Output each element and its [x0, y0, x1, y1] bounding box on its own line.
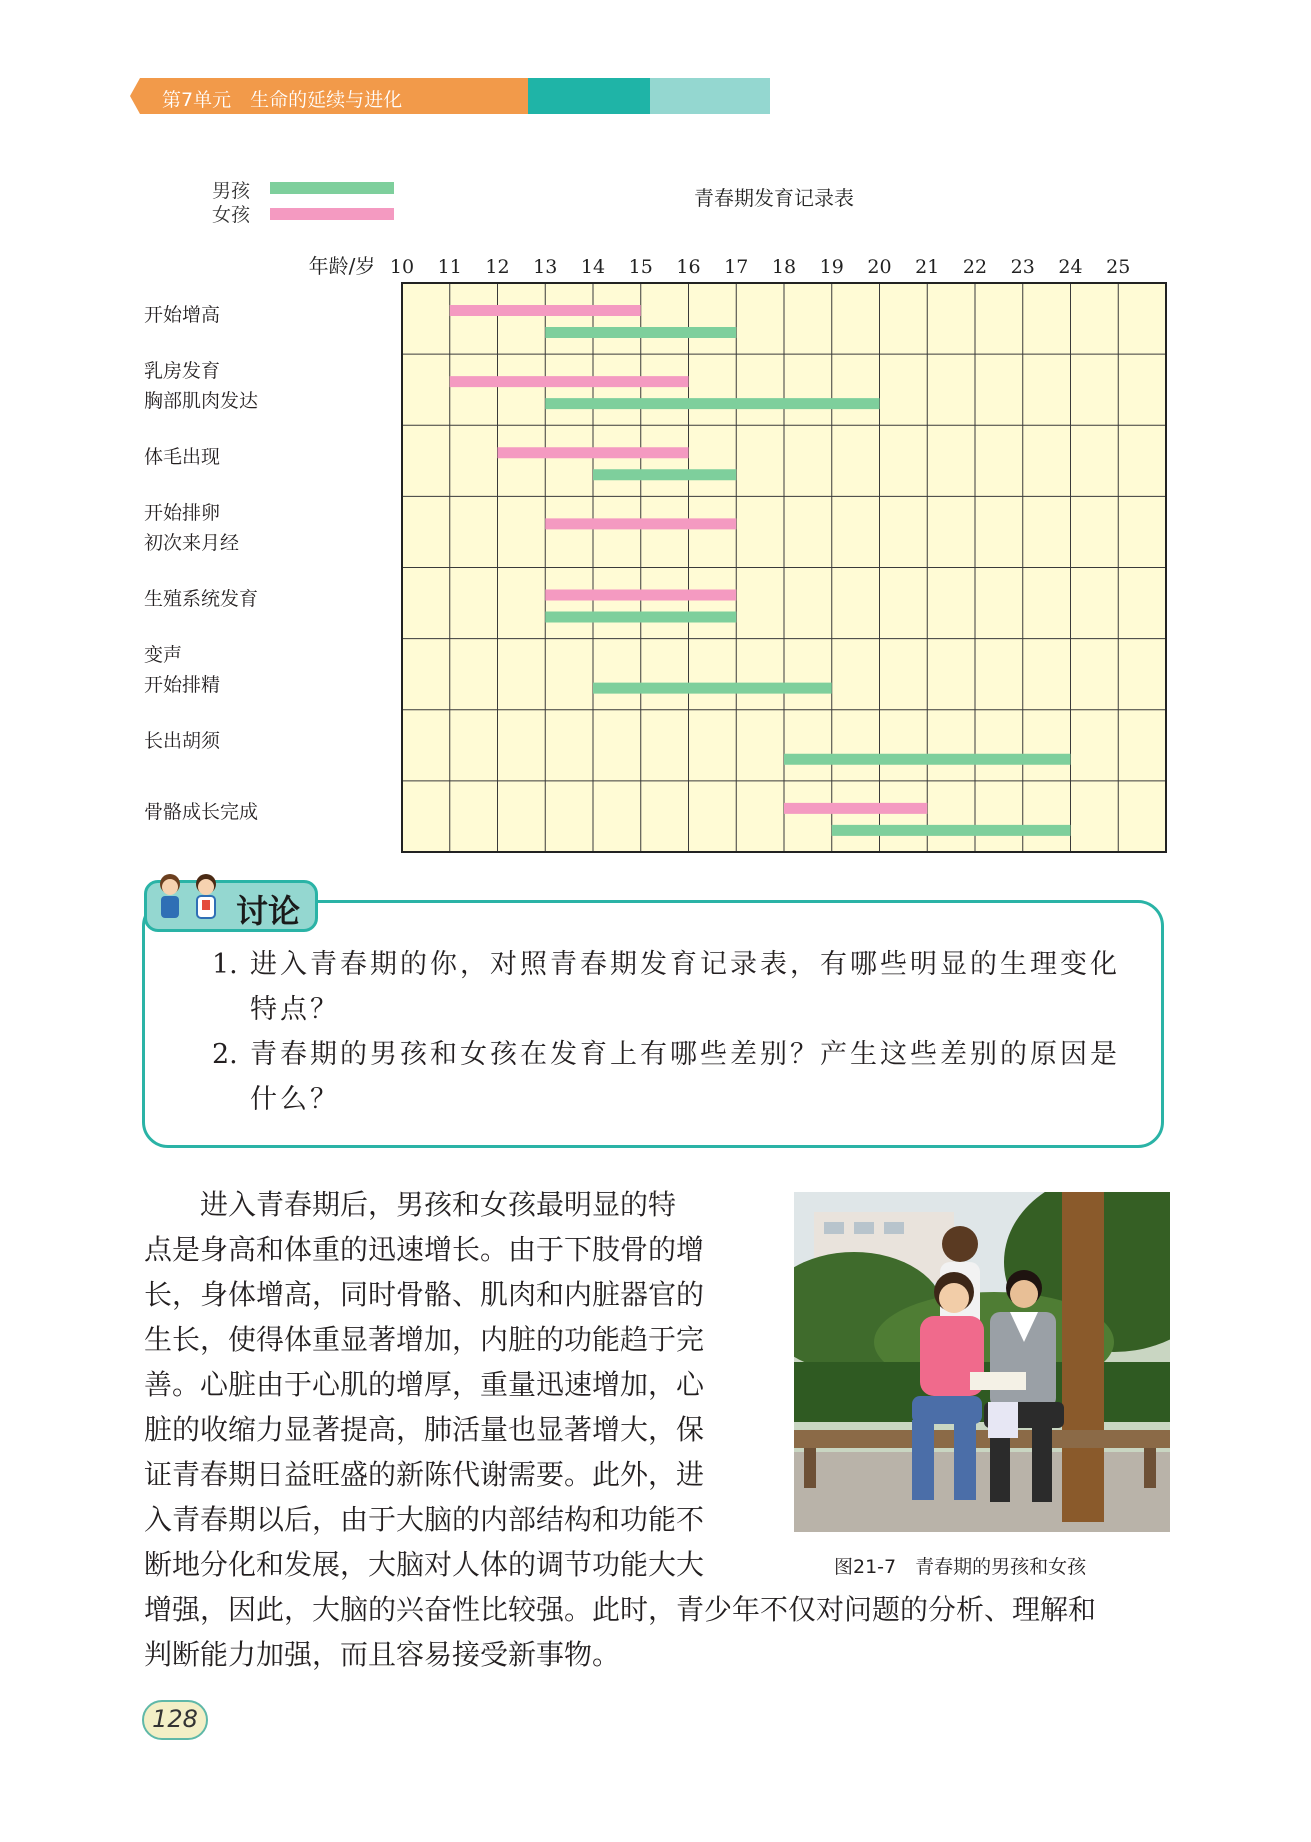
boy-bar	[593, 469, 736, 480]
row-label-line: 长出胡须	[144, 730, 221, 753]
x-tick-label: 22	[962, 256, 988, 278]
row-label-line: 生殖系统发育	[144, 588, 259, 611]
body-line: 善。心脏由于心肌的增厚，重量迅速增加，心	[144, 1368, 705, 1401]
row-label	[144, 726, 220, 756]
x-tick-label: 11	[437, 256, 462, 278]
x-tick-label: 25	[1106, 256, 1131, 278]
row-label	[144, 640, 220, 700]
x-tick-label: 14	[580, 256, 606, 278]
row-label-line: 开始增高	[144, 303, 221, 326]
body-line: 入青春期以后，由于大脑的内部结构和功能不	[144, 1503, 705, 1536]
x-tick-label: 23	[1010, 256, 1035, 278]
body-line: 生长，使得体重显著增加，内脏的功能趋于完	[144, 1323, 705, 1356]
girl-bar	[498, 447, 689, 458]
x-tick-label: 18	[771, 256, 797, 278]
girl-bar	[784, 803, 927, 814]
row-label	[144, 300, 220, 330]
row-label-line: 体毛出现	[144, 445, 221, 468]
x-tick-label: 20	[867, 256, 892, 278]
girl-bar	[450, 376, 689, 387]
discussion-title: 讨论	[236, 892, 301, 930]
body-line: 进入青春期后，男孩和女孩最明显的特	[144, 1188, 677, 1221]
discussion-item-number: 1.	[212, 949, 238, 980]
body-line: 长，身体增高，同时骨骼、肌肉和内脏器官的	[144, 1278, 705, 1311]
boy-bar	[593, 683, 832, 694]
body-line: 点是身高和体重的迅速增长。由于下肢骨的增	[144, 1233, 705, 1266]
figure-caption: 图21-7 青春期的男孩和女孩	[834, 1556, 1087, 1578]
row-label-line: 乳房发育	[144, 359, 221, 382]
x-tick-label: 13	[533, 256, 558, 278]
row-label	[144, 584, 258, 614]
row-label-line: 初次来月经	[144, 531, 240, 554]
x-tick-label: 15	[628, 256, 653, 278]
girl-bar	[545, 518, 736, 529]
x-tick-label: 17	[724, 256, 749, 278]
row-label-line: 骨骼成长完成	[144, 801, 259, 824]
row-label	[144, 356, 258, 416]
row-label-line: 变声	[144, 644, 183, 667]
row-label-line: 开始排卵	[144, 501, 221, 524]
body-line: 证青春期日益旺盛的新陈代谢需要。此外，进	[144, 1458, 705, 1491]
row-label	[144, 498, 239, 558]
x-axis-label: 年龄/岁	[308, 254, 376, 278]
row-label-line: 胸部肌肉发达	[144, 389, 259, 412]
boy-bar	[545, 327, 736, 338]
body-line: 断地分化和发展，大脑对人体的调节功能大大	[144, 1548, 705, 1581]
boy-bar	[784, 754, 1071, 765]
x-tick-label: 21	[915, 256, 940, 278]
chart-title: 青春期发育记录表	[694, 186, 854, 210]
legend-boy-label: 男孩	[212, 180, 251, 202]
x-tick-label: 12	[485, 256, 510, 278]
x-tick-label: 16	[676, 256, 701, 278]
girl-bar	[450, 305, 641, 316]
row-label-line: 开始排精	[144, 674, 221, 697]
body-line: 脏的收缩力显著提高，肺活量也显著增大，保	[144, 1413, 705, 1446]
legend-girl-label: 女孩	[212, 204, 251, 226]
boy-bar	[832, 825, 1071, 836]
page-number: 128	[152, 1705, 198, 1733]
kids-illustration-icon	[150, 870, 230, 930]
row-label	[144, 797, 258, 827]
row-label	[144, 442, 220, 472]
x-tick-label: 24	[1058, 256, 1083, 278]
body-line: 判断能力加强，而且容易接受新事物。	[144, 1638, 621, 1671]
body-line: 增强，因此，大脑的兴奋性比较强。此时，青少年不仅对问题的分析、理解和	[144, 1593, 1097, 1626]
discussion-item-number: 2.	[212, 1039, 238, 1070]
discussion-item-text: 青春期的男孩和女孩在发育上有哪些差别？产生这些差别的原因是什么？	[250, 1039, 1120, 1115]
discussion-item-text: 进入青春期的你，对照青春期发育记录表，有哪些明显的生理变化特点？	[250, 949, 1120, 1025]
teen-boy-girl-photo	[794, 1192, 1170, 1532]
unit-title: 第7单元 生命的延续与进化	[162, 89, 403, 111]
boy-bar	[545, 612, 736, 623]
boy-bar	[545, 398, 879, 409]
x-tick-label: 10	[389, 256, 415, 278]
x-tick-label: 19	[819, 256, 844, 278]
girl-bar	[545, 590, 736, 601]
